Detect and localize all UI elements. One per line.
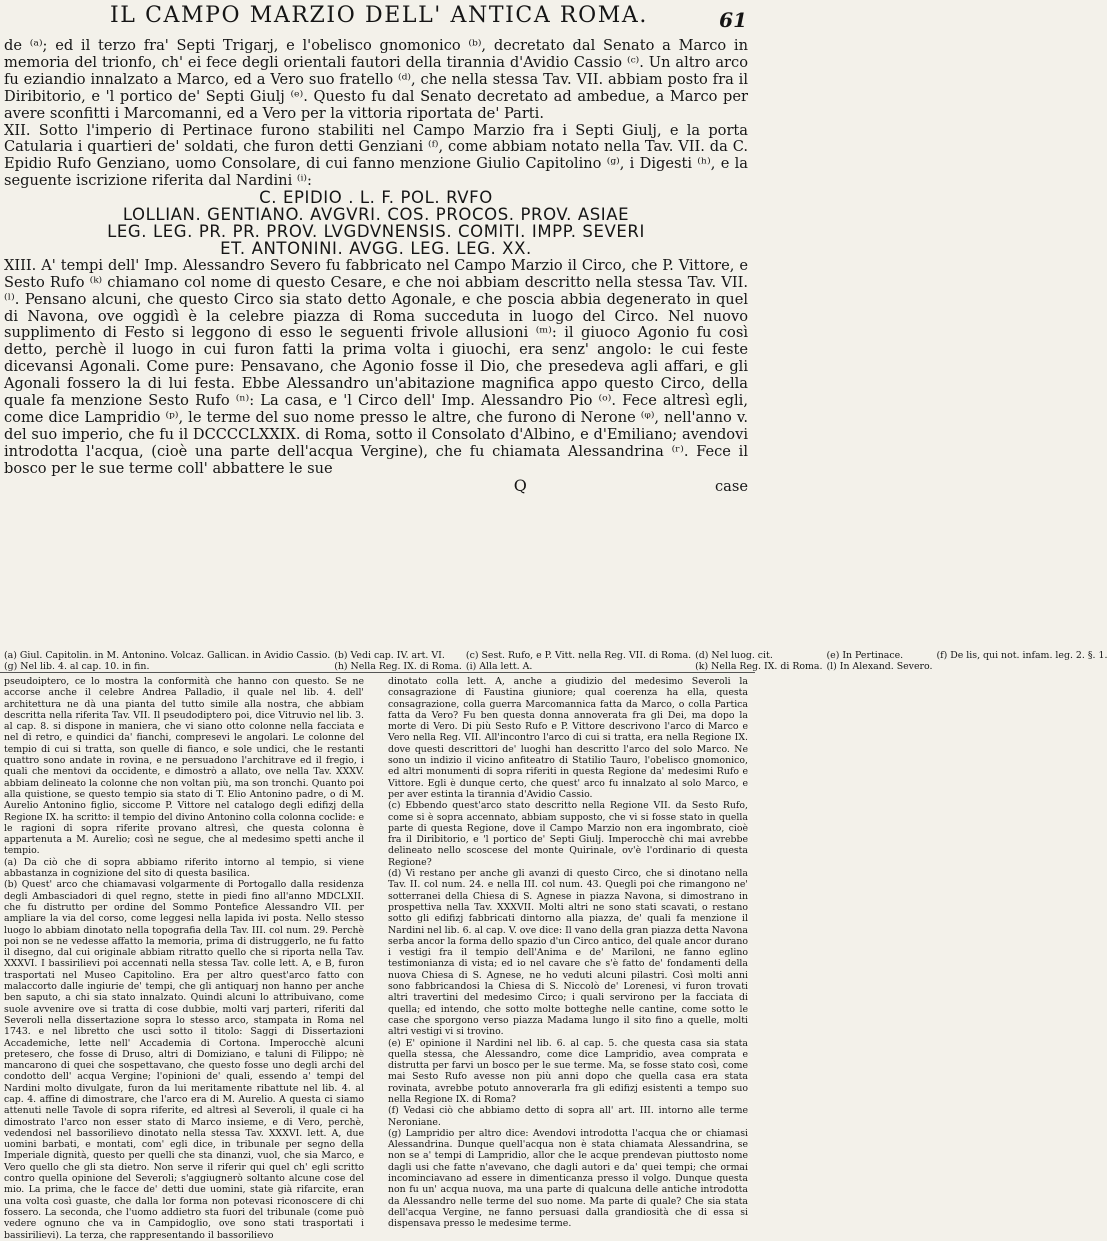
inscription-block	[4, 190, 748, 258]
main-footnote: (g) Nel lib. 4. al cap. 10. in fin.	[4, 661, 150, 672]
main-footnote: (b) Vedi cap. IV. art. VI.	[334, 650, 445, 661]
main-footnote: (f) De lis, qui not. infam. leg. 2. §. 1.	[936, 650, 1107, 661]
main-footnote: (e) In Pertinace.	[826, 650, 904, 661]
note-paragraph: (g) Lampridio per altro dice: Avendovi introdotta l'acqua che or chiamasi Alessandrina. Dunque quell'acqua non è stata chiamata Alessandrina, se non se a' tempi di Lampridio, allor che le acque prendevan piuttosto nome dagli usi che fatte n'avevano, che dagli autori e da' quei tempi; che ormai incominciavano ad essere in dimenticanza presso il volgo. Dunque questa non fu un' acqua nuova, ma una parte di qualcuna delle antiche introdotta da Alessandro nelle terme del suo nome. Ma parte di quale? Che sia stata dell'acqua Vergine, ne fanno persuasi dalla grandiosità che di essa si dispensava presso le medesime terme.	[388, 1127, 748, 1230]
inscription-line-1: C. EPIDIO . L. F. POL. RVFO	[259, 188, 493, 208]
notes-right-column	[388, 676, 748, 1230]
main-footnote: (i) Alla lett. A.	[465, 661, 533, 672]
signature-mark: Q	[513, 475, 527, 495]
catchword: case	[715, 477, 748, 495]
paragraph-2: XII. Sotto l'imperio di Pertinace furono stabiliti nel Campo Marzio fra i Septi Giulj, e la porta Catularia i quartieri de' soldati, che furon detti Genziani ⁽ᶠ⁾, come abbiam notato nella Tav. VII. da C. Epidio Rufo Genziano, uomo Consolare, di cui fanno menzione Giulio Capitolino ⁽ᵍ⁾, i Digesti ⁽ʰ⁾, e la seguente iscrizione riferita dal Nardini ⁽ⁱ⁾:	[4, 121, 748, 190]
note-paragraph: (b) Quest' arco che chiamavasi volgarmente di Portogallo dalla residenza degli Ambasciadori di quel regno, stette in piedi fino all'anno MDCLXII. che fu distrutto per ordine del Sommo Pontefice Alessandro VII. per ampliare la via del corso, come leggesi nella lapida ivi posta. Nello stesso luogo lo abbiam dinotato nella topografia della Tav. III. col num. 29. Perchè poi non se ne vedesse affatto la memoria, prima di distruggerlo, ne fu fatto il disegno, dal cui originale abbiam ritratto quello che si riporta nella Tav. XXXVI. I bassirilievi poi accennati nella stessa Tav. colle lett. A, e B, furon trasportati nel Museo Capitolino. Era per altro quest'arco fatto con malaccorto dalle ingiurie de' tempi, che gli antiquarj non hanno per anche ben saputo, a chi sia stato innalzato. Quindi alcuni lo attribuivano, come suole avvenire ove si tratta di cose dubbie, molti varj parteri, riferiti dal Severoli nella dissertazione sopra lo stesso arco, stampata in Roma nel 1743. e nel libretto che uscì sotto il titolo: Saggi di Dissertazioni Accademiche, lette nell' Accademia di Cortona. Imperocchè alcuni pretesero, che fosse di Druso, altri di Domiziano, e taluni di Filippo; nè mancarono di quei che sospettavano, che questo fosse uno degli archi del condotto dell' acqua Vergine; l'opinioni de' quali, essendo a' tempi del Nardini molto divulgate, furon da lui meritamente ribattute nel lib. 4. al cap. 4. affine di dimostrare, che l'arco era di M. Aurelio. A questa ci siamo attenuti nelle Tavole di sopra riferite, ed altresì al Severoli, il quale ci ha dimostrato l'arco non esser stato di Marco insieme, e di Vero, perchè, vedendosi nel bassorilievo dinotato nella stessa Tav. XXXVI. lett. A, due uomini barbati, e montati, com' egli dice, in tribunale per segno della Imperiale dignità, questo per quelli che sta dinanzi, vuol, che sia Marco, e Vero quello che gli sta dietro. Non serve il riferir qui quel ch' egli scritto contro quella opinione del Severoli; s'aggiugnerò soltanto alcune cose del mio. La prima, che le facce de' detti due uomini, state già rifarcite, eran una volta così guaste, che dalla lor forma non potevasi riconoscere di chi fossero. La seconda, che l'uomo addietro sta fuori del tribunale (come può vedere ognuno che va in Campidoglio, ove sono stati trasportati i bassirilievi). La terza, che rappresentando il bassorilievo	[4, 879, 364, 1241]
paragraph-3: XIII. A' tempi dell' Imp. Alessandro Severo fu fabbricato nel Campo Marzio il Circo, che P. Vittore, e Sesto Rufo ⁽ᵏ⁾ chiamano col nome di questo Cesare, e che noi abbiam descritto nella stessa Tav. VII. ⁽ˡ⁾. Pensano alcuni, che questo Circo sia stato detto Agonale, e che poscia abbia degenerato in quel di Navona, ove oggidì è la celebre piazza di Roma succeduta in luogo del Circo. Nel nuovo supplimento di Festo si leggono di esso le seguenti frivole allusioni ⁽ᵐ⁾: il giuoco Agonio fu così detto, perchè il luogo in cui furon fatti la prima volta i giuochi, era senz' angolo: le cui feste dicevansi Agonali. Come pure: Pensavano, che Agonio fosse il Dio, che presedeva agli affari, e gli Agonali fossero la di lui festa. Ebbe Alessandro un'abitazione magnifica appo questo Circo, della quale fa menzione Sesto Rufo ⁽ⁿ⁾: La casa, e 'l Circo dell' Imp. Alessandro Pio ⁽ᵒ⁾. Fece altresì egli, come dice Lampridio ⁽ᵖ⁾, le terme del suo nome presso le altre, che furono di Nerone ⁽ᵠ⁾, nell'anno v. del suo imperio, che fu il DCCCCLXXIX. di Roma, sotto il Consolato d'Albino, e d'Emiliano; avendovi introdotta l'acqua, (cioè una parte dell'acqua Vergine), che fu chiamata Alessandrina ⁽ʳ⁾. Fece il bosco per le sue terme coll' abbattere le sue	[4, 256, 748, 477]
main-footnote: (h) Nella Reg. IX. di Roma.	[334, 661, 462, 672]
main-footnote: (c) Sest. Rufo, e P. Vitt. nella Reg. VII. di Roma.	[465, 650, 692, 661]
main-footnote: (l) In Alexand. Severo.	[826, 661, 933, 672]
main-footnote: (k) Nella Reg. IX. di Roma.	[695, 661, 823, 672]
page-number: 61	[719, 8, 747, 32]
catchword-line	[4, 475, 748, 496]
note-paragraph: pseudoiptero, ce lo mostra la conformità che hanno con questo. Se ne accorse anche il celebre Andrea Palladio, il quale nel lib. 4. dell' architettura ne dà una pianta del tutto simile alla nostra, che abbiam descritta nella riferita Tav. VII. Il pseudodiptero poi, dice Vitruvio nel lib. 3. al cap. 8. si dispone in maniera, che vi siano otto colonne nella facciata e nel di retro, e quindici da' fianchi, compresevi le angolari. Le colonne del tempio di cui si tratta, son quelle di fianco, e sole undici, che le restanti quattro sono andate in rovina, e ne persuadono l'architrave ed il fregio, i quali che mentovi da occidente, e dimostrò a allato, ove nella Tav. XXXV. abbiam delineato la colonne che non voltan più, ma son tronchi. Quanto poi alla quistione, se questo tempio sia stato di T. Elio Antonino padre, o di M. Aurelio Antonino figlio, siccome P. Vittore nel catalogo degli edifizj della Regione IX. ha scritto: il tempio del divino Antonino colla colonna coclide: e le ragioni di sopra riferite provano altresì, che questa colonna è appartenuta a M. Aurelio; così ne segue, che al medesimo spetti anche il tempio.	[4, 676, 364, 857]
notes-columns	[4, 676, 749, 1241]
note-paragraph: (d) Vi restano per anche gli avanzi di questo Circo, che si dinotano nella Tav. II. col num. 24. e nella III. col num. 43. Quegli poi che rimangono ne' sotterranei della Chiesa di S. Agnese in piazza Navona, si dimostrano in prospettiva nella Tav. XXXVII. Molti altri ne sono stati scavati, o restano sotto gli edifizj fabbricati dintorno alla piazza, de' quali fa menzione il Nardini nel lib. 6. al cap. V. ove dice: Il vano della gran piazza detta Navona serba ancor la forma dello spazio d'un Circo antico, del quale ancor durano i vestigi fra il tempio dell'Anima e de' Mariloni, ne fanno eglino testimonianza di vista; ed io nel cavare che s'è fatto de' fondamenti della nuova Chiesa di S. Agnese, ne ho veduti alcuni pilastri. Così molti anni sono fabbricandosi la Chiesa di S. Niccolò de' Lorenesi, vi furon trovati altri travertini del medesimo Circo; i quali servirono per la facciata di quella; ed intendo, che sotto molte botteghe nelle cantine, come sotto le case che sporgono verso piazza Madama lungo il sito fino a quelle, molti altri vestigi vi si trovino.	[388, 868, 748, 1038]
notes-left-column	[4, 676, 364, 1241]
main-footnote: (a) Giul. Capitolin. in M. Antonino. Volcaz. Gallican. in Avidio Cassio.	[4, 650, 331, 661]
running-title: IL CAMPO MARZIO DELL' ANTICA ROMA.	[110, 3, 648, 28]
inscription-line-4: ET. ANTONINI. AVGG. LEG. LEG. XX.	[220, 238, 532, 258]
note-paragraph: (a) Da ciò che di sopra abbiamo riferito intorno al tempio, si viene abbastanza in cognizione del sito di questa basilica.	[4, 856, 364, 880]
note-paragraph: (e) E' opinione il Nardini nel lib. 6. al cap. 5. che questa casa sia stata quella stessa, che Alessandro, come dice Lampridio, avea comprata e distrutta per farvi un bosco per le sue terme. Ma, se fosse stato così, come mai Sesto Rufo avesse non più anni dopo che quella casa era stata rovinata, avrebbe potuto annoverarla fra gli edifizj esistenti a tempo suo nella Regione IX. di Roma?	[388, 1037, 748, 1105]
inscription-line-2: LOLLIAN. GENTIANO. AVGVRI. COS. PROCOS. PROV. ASIAE	[122, 205, 630, 225]
main-footnotes	[4, 650, 1107, 672]
paragraph-1: de ⁽ᵃ⁾; ed il terzo fra' Septi Trigarj, e l'obelisco gnomonico ⁽ᵇ⁾, decretato dal Senato a Marco in memoria del trionfo, ch' ei fece degli orientali fautori della tirannia d'Avidio Cassio ⁽ᶜ⁾. Un altro arco fu eziandio innalzato a Marco, ed a Vero suo fratello ⁽ᵈ⁾, che nella stessa Tav. VII. abbiam posto fra il Diribitorio, e 'l portico de' Septi Giulj ⁽ᵉ⁾. Questo fu dal Senato decretato ad ambedue, a Marco per avere sconfitti i Marcomanni, ed a Vero per la vittoria riportata de' Parti.	[4, 37, 748, 122]
main-footnote: (d) Nel luog. cit.	[695, 650, 773, 661]
main-text	[4, 38, 748, 495]
inscription-line-3: LEG. LEG. PR. PR. PROV. LVGDVNENSIS. COMITI. IMPP. SEVERI	[107, 221, 645, 241]
notes-divider	[0, 672, 755, 673]
note-paragraph: (f) Vedasi ciò che abbiamo detto di sopra all' art. III. intorno alle terme Neroniane.	[388, 1105, 748, 1128]
note-paragraph: (c) Ebbendo quest'arco stato descritto nella Regione VII. da Sesto Rufo, come si è sopra accennato, abbiam supposto, che vi si fosse stato in quella parte di questa Regione, dove il Campo Marzio non era ingombrato, cioè fra il Diribitorio, e 'l portico de' Septi Giulj. Imperocchè chi mai avrebbe delineato nello scoscese del monte Quirinale, ov'è l'ordinario di questa Regione?	[388, 800, 748, 868]
note-paragraph: dinotato colla lett. A, anche a giudizio del medesimo Severoli la consagrazione di Faustina giuniore; qual coerenza ha ella, questa consagrazione, colla guerra Marcomannica fatta da Marco, o colla Partica fatta da Vero? Fu ben questa donna annoverata fra gli Dei, ma dopo la morte di Vero. Di più Sesto Rufo e P. Vittore descrivono l'arco di Marco e Vero nella Reg. VII. All'incontro l'arco di cui si tratta, era nella Regione IX. dove questi descrittori de' luoghi han descritto l'arco del solo Marco. Ne sono un indizio il vicino anfiteatro di Statilio Tauro, l'obelisco gnomonico, ed altri monumenti di sopra riferiti in questa Regione da' medesimi Rufo e Vittore. Egli è dunque certo, che quest' arco fu innalzato al solo Marco, e per aver estinta la tirannia d'Avidio Cassio.	[388, 676, 748, 800]
running-header	[0, 0, 755, 34]
